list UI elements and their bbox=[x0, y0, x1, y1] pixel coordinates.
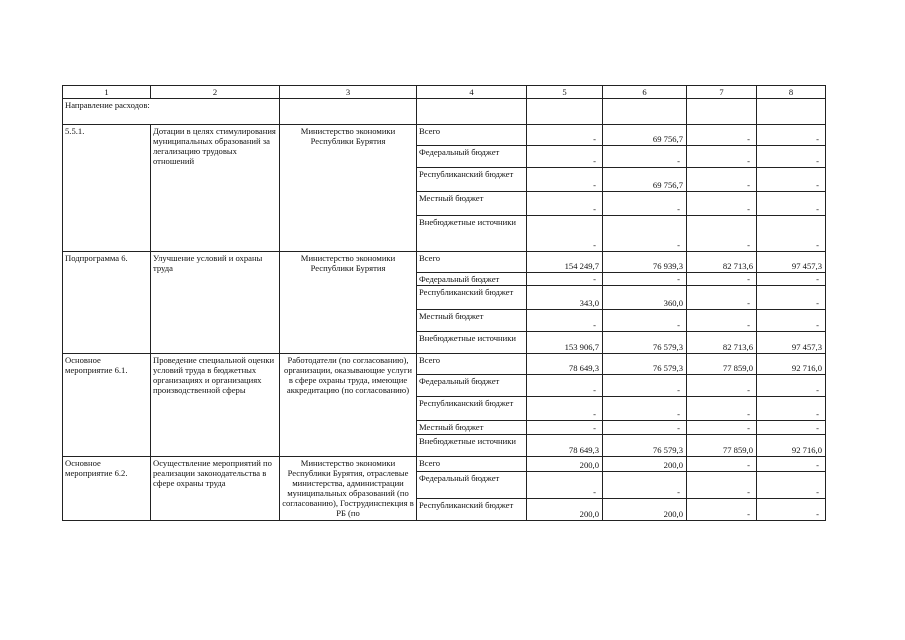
value-cell-v8: - bbox=[757, 421, 826, 435]
value-cell-v5: - bbox=[527, 192, 603, 216]
value-cell-v7: - bbox=[687, 273, 757, 286]
funding-source: Всего bbox=[417, 125, 527, 146]
value-cell-v6: 76 579,3 bbox=[603, 435, 687, 457]
value-cell-v8: - bbox=[757, 499, 826, 521]
funding-source: Внебюджетные источники bbox=[417, 332, 527, 354]
value-cell-v8: - bbox=[757, 375, 826, 397]
value-cell-v7: - bbox=[687, 216, 757, 252]
value-cell-v6: 76 579,3 bbox=[603, 354, 687, 375]
header-cell: 6 bbox=[603, 86, 687, 99]
header-cell: 5 bbox=[527, 86, 603, 99]
value-cell-v8: - bbox=[757, 192, 826, 216]
funding-source: Федеральный бюджет bbox=[417, 273, 527, 286]
empty-cell bbox=[603, 99, 687, 125]
value-cell-v7: - bbox=[687, 146, 757, 168]
empty-cell bbox=[280, 99, 417, 125]
value-cell-v7: 77 859,0 bbox=[687, 354, 757, 375]
table-row bbox=[63, 252, 826, 273]
item-executor: Министерство экономики Республики Бурятия, отраслевые министерства, администрации муниципальных образований (по согласованию), Гострудинспекция в РБ (по bbox=[280, 457, 417, 521]
header-cell: 7 bbox=[687, 86, 757, 99]
funding-source: Внебюджетные источники bbox=[417, 216, 527, 252]
value-cell-v5: - bbox=[527, 397, 603, 421]
value-cell-v7: - bbox=[687, 375, 757, 397]
funding-source: Республиканский бюджет bbox=[417, 168, 527, 192]
value-cell-v8: 97 457,3 bbox=[757, 332, 826, 354]
table-row bbox=[63, 354, 826, 375]
value-cell-v6: 69 756,7 bbox=[603, 168, 687, 192]
value-cell-v8: - bbox=[757, 146, 826, 168]
value-cell-v6: 200,0 bbox=[603, 457, 687, 472]
item-executor: Работодатели (по согласованию), организации, оказывающие услуги в сфере охраны труда, имеющие аккредитацию (по согласованию) bbox=[280, 354, 417, 457]
value-cell-v8: - bbox=[757, 397, 826, 421]
value-cell-v8: - bbox=[757, 310, 826, 332]
funding-source: Федеральный бюджет bbox=[417, 375, 527, 397]
value-cell-v7: - bbox=[687, 310, 757, 332]
value-cell-v8: - bbox=[757, 125, 826, 146]
value-cell-v6: 76 579,3 bbox=[603, 332, 687, 354]
value-cell-v6: - bbox=[603, 146, 687, 168]
value-cell-v8: - bbox=[757, 168, 826, 192]
value-cell-v7: 77 859,0 bbox=[687, 435, 757, 457]
value-cell-v5: - bbox=[527, 125, 603, 146]
value-cell-v5: 200,0 bbox=[527, 457, 603, 472]
value-cell-v5: - bbox=[527, 472, 603, 499]
value-cell-v8: - bbox=[757, 457, 826, 472]
value-cell-v6: 200,0 bbox=[603, 499, 687, 521]
header-cell: 8 bbox=[757, 86, 826, 99]
value-cell-v8: - bbox=[757, 273, 826, 286]
value-cell-v7: - bbox=[687, 125, 757, 146]
funding-source: Местный бюджет bbox=[417, 421, 527, 435]
header-cell: 4 bbox=[417, 86, 527, 99]
value-cell-v5: 154 249,7 bbox=[527, 252, 603, 273]
value-cell-v7: - bbox=[687, 499, 757, 521]
value-cell-v6: - bbox=[603, 397, 687, 421]
empty-cell bbox=[527, 99, 603, 125]
empty-cell bbox=[757, 99, 826, 125]
value-cell-v5: - bbox=[527, 421, 603, 435]
value-cell-v5: 153 906,7 bbox=[527, 332, 603, 354]
value-cell-v7: - bbox=[687, 472, 757, 499]
value-cell-v8: 92 716,0 bbox=[757, 435, 826, 457]
header-cell: 1 bbox=[63, 86, 151, 99]
value-cell-v5: 200,0 bbox=[527, 499, 603, 521]
funding-source: Всего bbox=[417, 457, 527, 472]
item-executor: Министерство экономики Республики Бурятия bbox=[280, 125, 417, 252]
value-cell-v7: - bbox=[687, 421, 757, 435]
header-row bbox=[63, 86, 826, 99]
value-cell-v5: - bbox=[527, 146, 603, 168]
funding-source: Республиканский бюджет bbox=[417, 397, 527, 421]
value-cell-v6: - bbox=[603, 310, 687, 332]
value-cell-v5: 78 649,3 bbox=[527, 354, 603, 375]
item-code: Подпрограмма 6. bbox=[63, 252, 151, 354]
value-cell-v7: - bbox=[687, 397, 757, 421]
header-cell: 2 bbox=[151, 86, 280, 99]
funding-source: Всего bbox=[417, 252, 527, 273]
value-cell-v6: 69 756,7 bbox=[603, 125, 687, 146]
funding-source: Республиканский бюджет bbox=[417, 499, 527, 521]
value-cell-v7: 82 713,6 bbox=[687, 332, 757, 354]
value-cell-v5: 343,0 bbox=[527, 286, 603, 310]
funding-source: Федеральный бюджет bbox=[417, 472, 527, 499]
item-name: Осуществление мероприятий по реализации законодательства в сфере охраны труда bbox=[151, 457, 280, 521]
funding-source: Федеральный бюджет bbox=[417, 146, 527, 168]
value-cell-v7: - bbox=[687, 286, 757, 310]
value-cell-v7: - bbox=[687, 168, 757, 192]
value-cell-v6: 360,0 bbox=[603, 286, 687, 310]
funding-source: Местный бюджет bbox=[417, 192, 527, 216]
value-cell-v5: - bbox=[527, 375, 603, 397]
item-name: Проведение специальной оценки условий труда в бюджетных организациях и организациях производственной сферы bbox=[151, 354, 280, 457]
value-cell-v5: - bbox=[527, 273, 603, 286]
header-cell: 3 bbox=[280, 86, 417, 99]
item-name: Улучшение условий и охраны труда bbox=[151, 252, 280, 354]
value-cell-v6: - bbox=[603, 273, 687, 286]
empty-cell bbox=[417, 99, 527, 125]
value-cell-v7: - bbox=[687, 457, 757, 472]
table-row bbox=[63, 457, 826, 472]
funding-source: Местный бюджет bbox=[417, 310, 527, 332]
table-row bbox=[63, 125, 826, 146]
value-cell-v6: - bbox=[603, 421, 687, 435]
value-cell-v6: 76 939,3 bbox=[603, 252, 687, 273]
funding-source: Всего bbox=[417, 354, 527, 375]
item-code: 5.5.1. bbox=[63, 125, 151, 252]
value-cell-v8: - bbox=[757, 472, 826, 499]
value-cell-v5: - bbox=[527, 310, 603, 332]
budget-table bbox=[62, 85, 826, 521]
value-cell-v5: - bbox=[527, 168, 603, 192]
value-cell-v7: - bbox=[687, 192, 757, 216]
funding-source: Внебюджетные источники bbox=[417, 435, 527, 457]
value-cell-v5: - bbox=[527, 216, 603, 252]
value-cell-v6: - bbox=[603, 375, 687, 397]
direction-label: Направление расходов: bbox=[63, 99, 280, 125]
funding-source: Республиканский бюджет bbox=[417, 286, 527, 310]
item-name: Дотации в целях стимулирования муниципальных образований за легализацию трудовых отношений bbox=[151, 125, 280, 252]
value-cell-v8: - bbox=[757, 286, 826, 310]
value-cell-v7: 82 713,6 bbox=[687, 252, 757, 273]
value-cell-v6: - bbox=[603, 216, 687, 252]
value-cell-v8: 92 716,0 bbox=[757, 354, 826, 375]
direction-row bbox=[63, 99, 826, 125]
item-code: Основное мероприятие 6.2. bbox=[63, 457, 151, 521]
value-cell-v8: 97 457,3 bbox=[757, 252, 826, 273]
empty-cell bbox=[687, 99, 757, 125]
value-cell-v8: - bbox=[757, 216, 826, 252]
value-cell-v5: 78 649,3 bbox=[527, 435, 603, 457]
value-cell-v6: - bbox=[603, 192, 687, 216]
item-code: Основное мероприятие 6.1. bbox=[63, 354, 151, 457]
item-executor: Министерство экономики Республики Бурятия bbox=[280, 252, 417, 354]
value-cell-v6: - bbox=[603, 472, 687, 499]
